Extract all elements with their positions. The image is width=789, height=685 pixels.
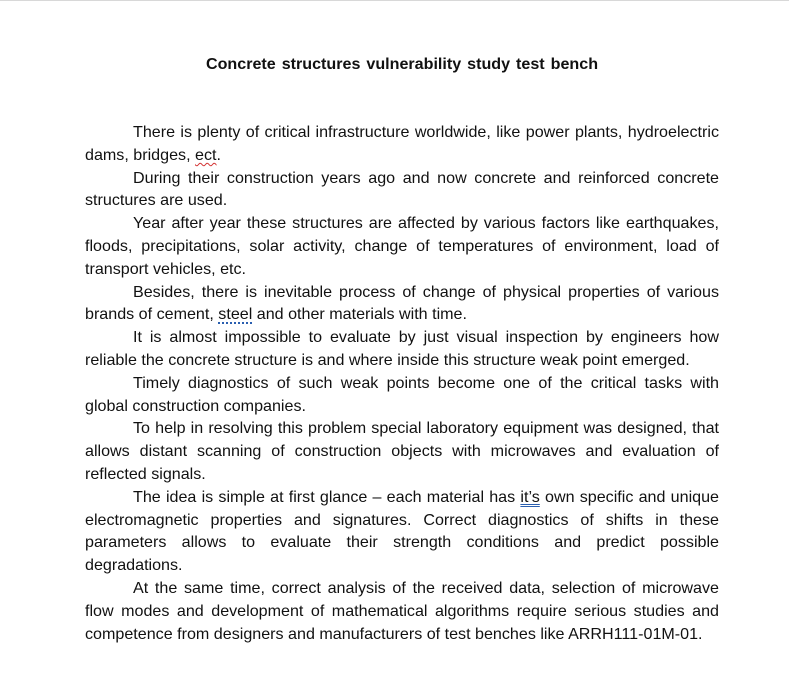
grammar-flagged-word[interactable]: steel [218, 305, 253, 324]
paragraph [85, 417, 719, 485]
paragraph-text: and other materials with time. [252, 305, 467, 324]
paragraph [85, 281, 719, 327]
paragraph [85, 121, 719, 167]
paragraph-text: Timely diagnostics of such weak points become one of the critical tasks with global construction companies. [85, 373, 719, 415]
paragraph-text: Besides, there is inevitable process of change of physical properties of various brands of cement, [85, 282, 719, 324]
paragraph [85, 326, 719, 372]
paragraph-text: . [216, 145, 221, 164]
paragraph-text: Year after year these structures are affected by various factors like earthquakes, floods, precipitations, solar activity, change of temperatures of environment, load of transport vehicles, etc. [85, 214, 719, 278]
paragraph-text: It is almost impossible to evaluate by just visual inspection by engineers how reliable the concrete structure is and where inside this structure weak point emerged. [85, 328, 719, 369]
spelling-flagged-word[interactable]: ect [195, 145, 217, 164]
document-page [85, 53, 719, 645]
paragraph [85, 212, 719, 280]
paragraph [85, 372, 719, 418]
paragraph-text: During their construction years ago and now concrete and reinforced concrete structures are used. [85, 168, 719, 210]
paragraph-text: own specific and unique electromagnetic properties and signatures. Correct diagnostics of shifts in these parameters allows to evaluate their strength conditions and predict possible degradations. [85, 487, 720, 575]
paragraph [85, 577, 719, 645]
page-top-border [0, 0, 789, 1]
paragraph-text: The idea is simple at first glance – each material has [133, 487, 521, 506]
paragraph-text: To help in resolving this problem special laboratory equipment was designed, that allows distant scanning of construction objects with microwaves and evaluation of reflected signals. [85, 419, 719, 483]
paragraph [85, 486, 719, 577]
grammar-flagged-word[interactable]: it’s [520, 487, 540, 506]
paragraph-text: There is plenty of critical infrastructure worldwide, like power plants, hydroelectric dams, bridges, [85, 123, 719, 164]
paragraph-text: At the same time, correct analysis of the received data, selection of microwave flow modes and development of mathematical algorithms require serious studies and competence from designers and manufacturers of test benches like ARRH111-01M-01. [85, 578, 719, 643]
paragraph [85, 167, 719, 213]
document-title: Concrete structures vulnerability study test bench [205, 55, 599, 73]
